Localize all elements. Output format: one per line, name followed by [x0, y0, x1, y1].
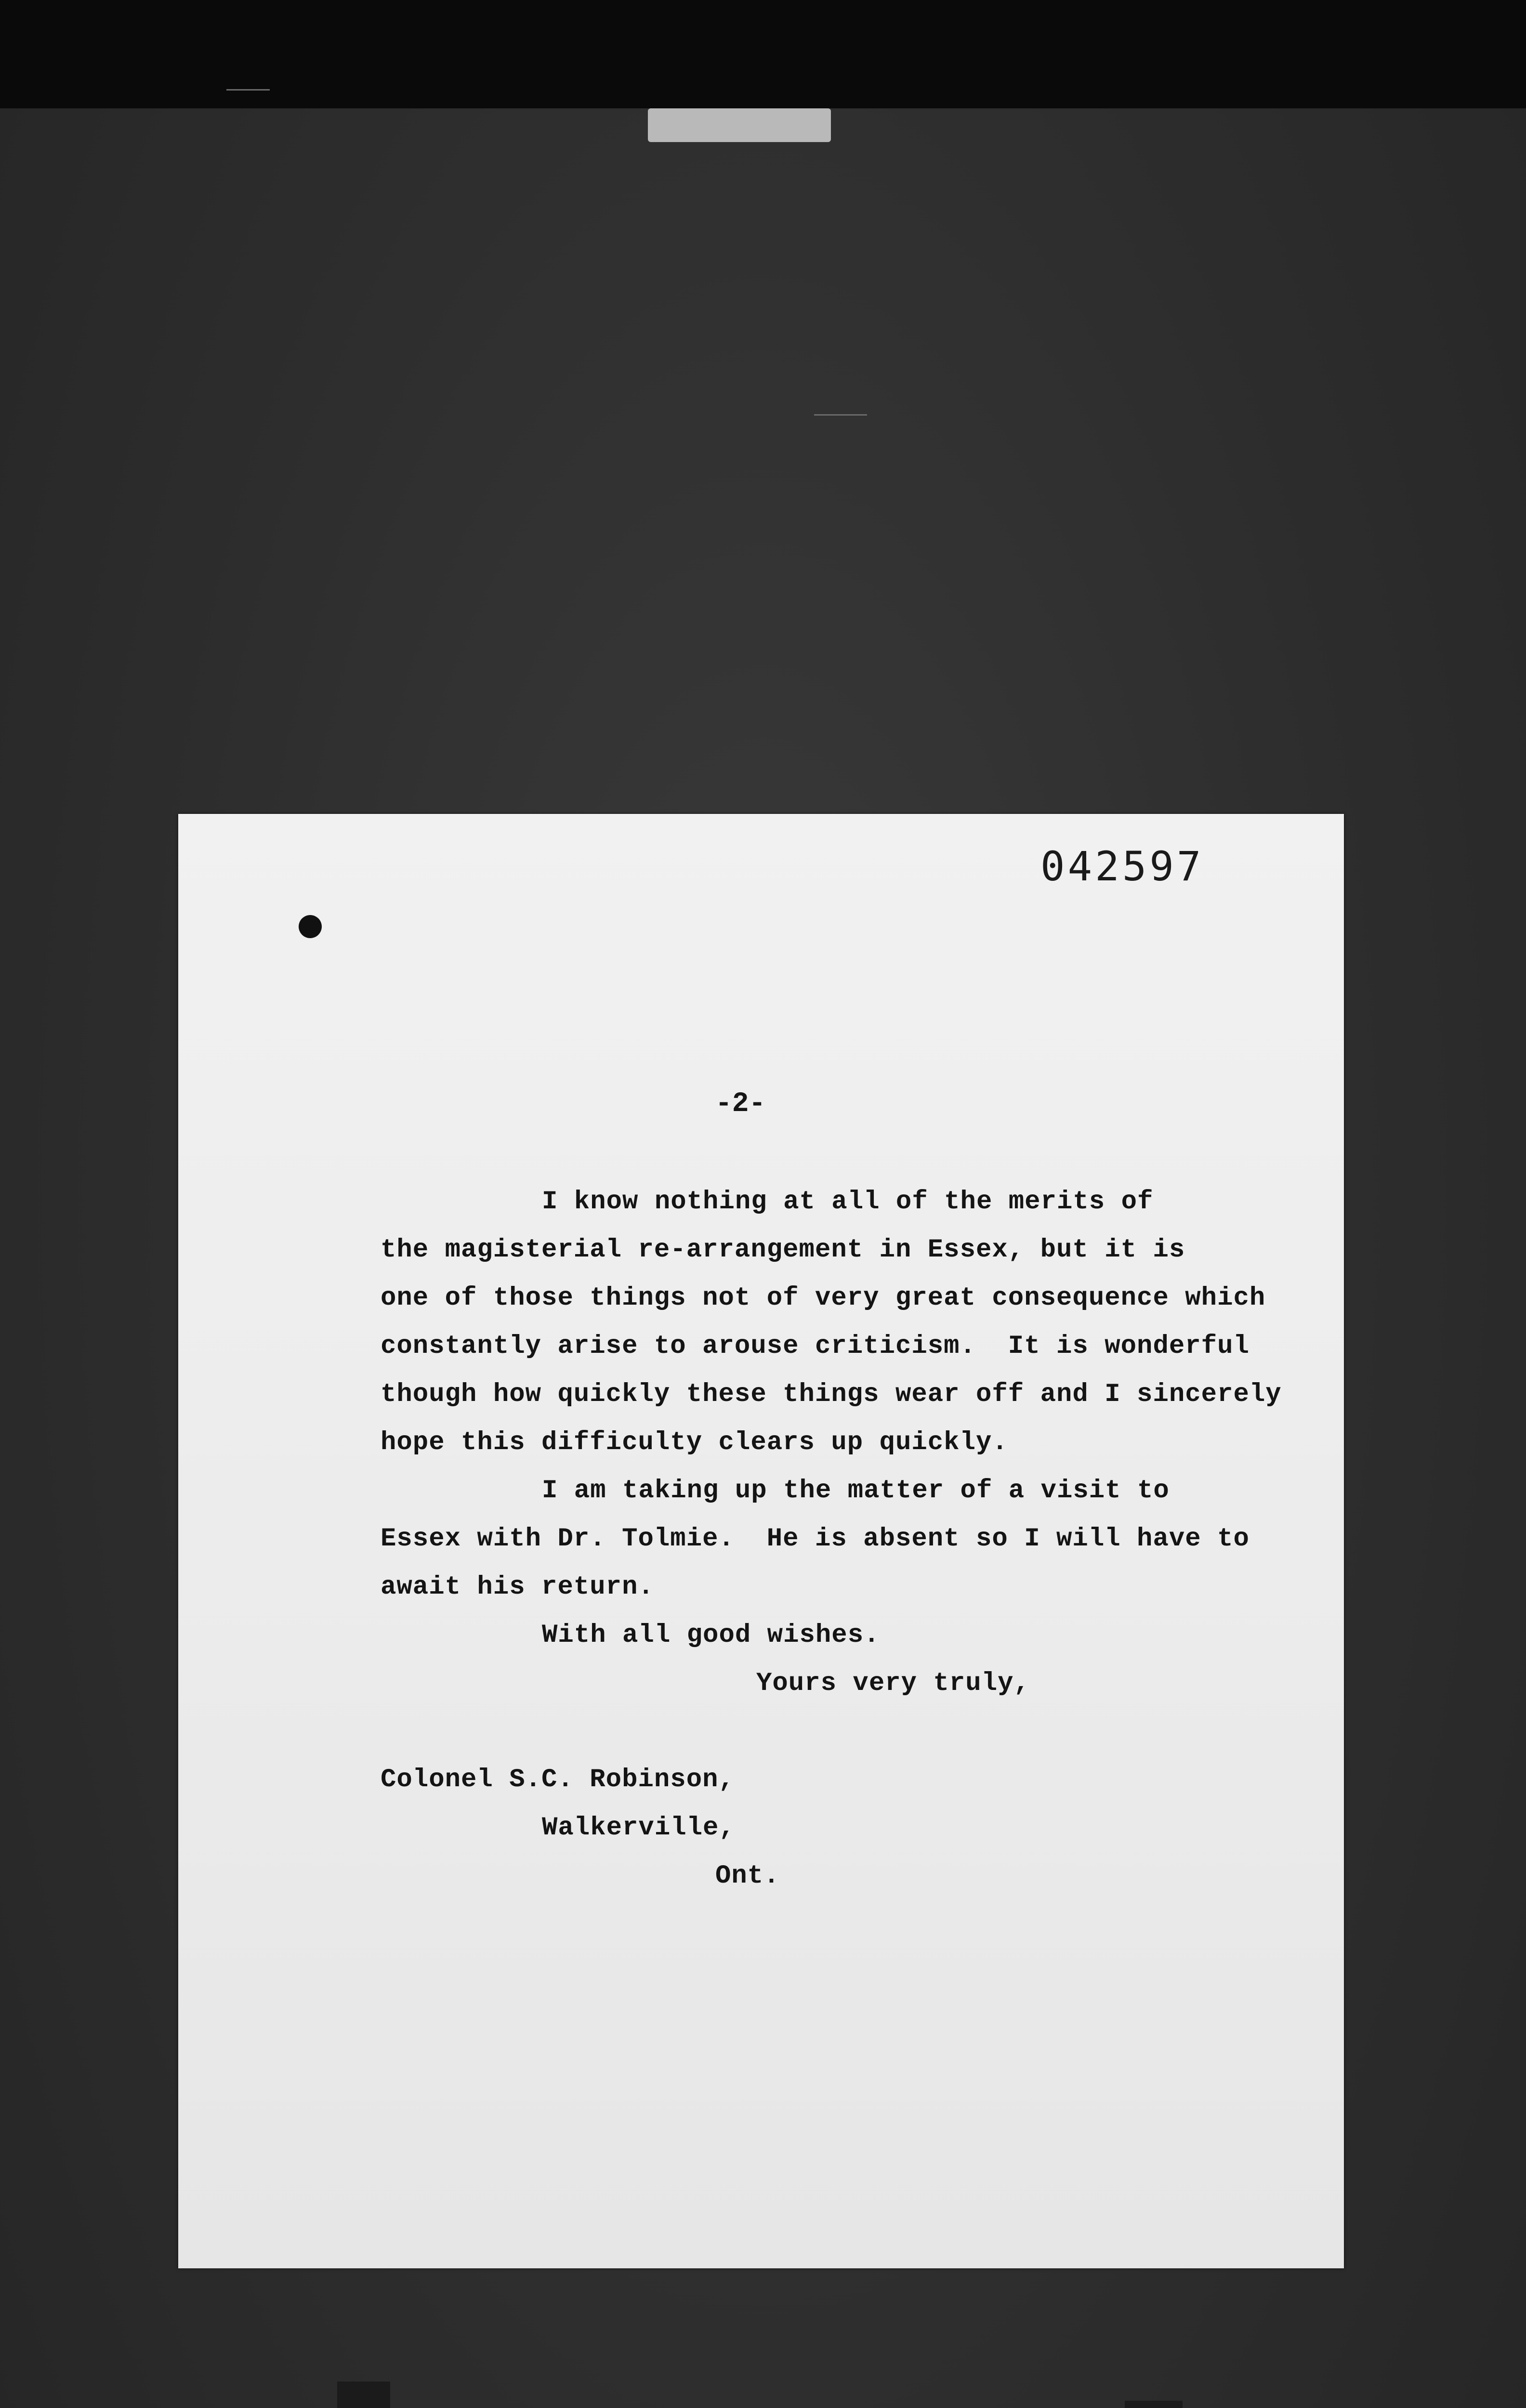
letter-page	[178, 814, 1344, 2268]
closing-line: With all good wishes.	[542, 1621, 880, 1650]
addressee-city: Walkerville,	[542, 1813, 735, 1843]
letter-line: one of those things not of very great consequence which	[381, 1283, 1266, 1313]
letter-line: constantly arise to arouse criticism. It is wonderful	[381, 1332, 1250, 1361]
mount-clip	[337, 2382, 390, 2408]
scratch-mark	[814, 414, 867, 416]
letter-line: await his return.	[381, 1572, 654, 1602]
letter-line: I know nothing at all of the merits of	[542, 1187, 1154, 1217]
page-number: -2-	[715, 1088, 766, 1120]
document-number: 042597	[1040, 843, 1204, 890]
scratch-mark	[226, 89, 270, 91]
mount-clip	[1125, 2401, 1183, 2408]
letter-line: I am taking up the matter of a visit to	[542, 1476, 1170, 1505]
letter-line: the magisterial re-arrangement in Essex, but it is	[381, 1235, 1185, 1265]
letter-body	[178, 814, 1344, 2268]
letter-line: hope this difficulty clears up quickly.	[381, 1428, 1008, 1457]
letter-line: Essex with Dr. Tolmie. He is absent so I will have to	[381, 1524, 1250, 1554]
letter-line: though how quickly these things wear off and I sincerely	[381, 1380, 1282, 1409]
addressee-province: Ont.	[715, 1861, 780, 1891]
signoff-line: Yours very truly,	[756, 1669, 1030, 1698]
mount-tab	[648, 108, 831, 142]
addressee-name: Colonel S.C. Robinson,	[381, 1765, 735, 1794]
